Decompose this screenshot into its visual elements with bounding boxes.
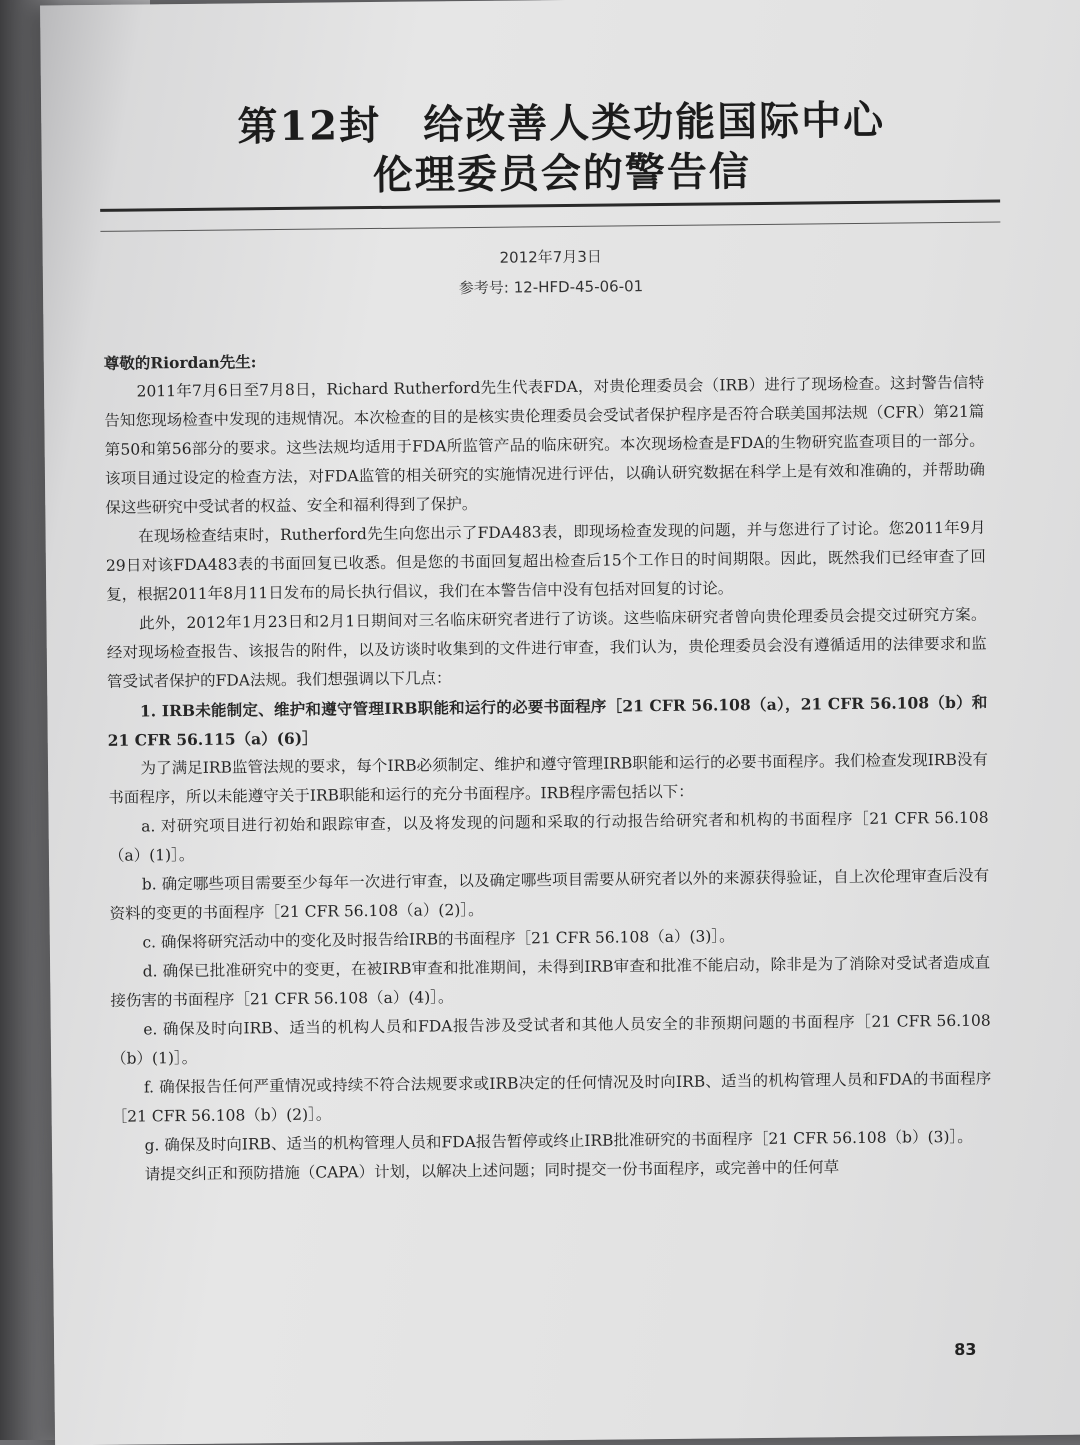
list-item: d. 确保已批准研究中的变更，在被IRB审查和批准期间，未得到IRB审查和批准不能启动，除非是为了消除对受试者造成直接伤害的书面程序［21 CFR 56.108（a）(4)］。 <box>110 953 991 1010</box>
list-item: b. 确定哪些项目需要至少每年一次进行审查，以及确定哪些项目需要从研究者以外的来源获得验证，自上次伦理审查后没有资料的变更的书面程序［21 CFR 56.108（a）(2)］。 <box>109 866 990 923</box>
letter-title-line2: 伦理委员会的警告信 <box>372 148 752 200</box>
paragraph: 此外，2012年1月23日和2月1日期间对三名临床研究者进行了访谈。这些临床研究者曾向贵伦理委员会提交过研究方案。经对现场检查报告、该报告的附件，以及访谈时收集到的文件进行审查，我们认为，贵伦理委员会没有遵循适用的法律要求和监管受试者保护的FDA法规。我们想强调以下几点： <box>106 605 987 691</box>
letter-reference-number: 参考号: 12-HFD-45-06-01 <box>458 277 644 298</box>
title-rule-thin <box>100 221 1000 231</box>
letter-date: 2012年7月3日 <box>499 247 602 267</box>
list-item: f. 确保报告任何严重情况或持续不符合法规要求或IRB决定的任何情况及时向IRB、适当的机构管理人员和FDA的书面程序［21 CFR 56.108（b）(2)］。 <box>111 1069 992 1126</box>
salutation: 尊敬的Riordan先生: <box>103 352 257 373</box>
list-item: c. 确保将研究活动中的变化及时报告给IRB的书面程序［21 CFR 56.108（a）(3)］。 <box>142 927 735 952</box>
page-number: 83 <box>954 1339 977 1359</box>
paragraph: 为了满足IRB监管法规的要求，每个IRB必须制定、维护和遵守管理IRB职能和运行的必要书面程序。我们检查发现IRB没有书面程序，所以未能遵守关于IRB职能和运行的充分书面程序。IRB程序需包括以下： <box>108 750 989 807</box>
list-item: e. 确保及时向IRB、适当的机构人员和FDA报告涉及受试者和其他人员安全的非预期问题的书面程序［21 CFR 56.108（b）(1)］。 <box>110 1011 991 1068</box>
paragraph: 2011年7月6日至7月8日，Richard Rutherford先生代表FDA，对贵伦理委员会（IRB）进行了现场检查。这封警告信特告知您现场检查中发现的违规情况。本次检查的目的是核实贵伦理委员会受试者保护程序是否符合联美国邦法规（CFR）第21篇第50和第56部分的要求。这些法规均适用于FDA所监管产品的临床研究。本次现场检查是FDA的生物研究监查项目的一部分。该项目通过设定的检查方法，对FDA监管的相关研究的实施情况进行评估，以确认研究数据在科学上是有效和准确的，并帮助确保这些研究中受试者的权益、安全和福利得到了保护。 <box>104 373 986 517</box>
list-item: a. 对研究项目进行初始和跟踪审查，以及将发现的问题和采取的行动报告给研究者和机构的书面程序［21 CFR 56.108（a）(1)］。 <box>108 808 989 865</box>
letter-title-line1: 第12封 给改善人类功能国际中心 <box>237 96 886 151</box>
book-page <box>40 0 1080 1445</box>
paragraph: 在现场检查结束时，Rutherford先生向您出示了FDA483表，即现场检查发现的问题，并与您进行了讨论。您2011年9月29日对该FDA483表的书面回复已收悉。但是您的书面回复超出检查后15个工作日的时间期限。因此，既然我们已经审查了回复，根据2011年8月11日发布的局长执行倡议，我们在本警告信中没有包括对回复的讨论。 <box>105 518 986 604</box>
list-item: g. 确保及时向IRB、适当的机构管理人员和FDA报告暂停或终止IRB批准研究的书面程序［21 CFR 56.108（b）(3)］。 <box>144 1127 973 1155</box>
section-heading: 1. IRB未能制定、维护和遵守管理IRB职能和运行的必要书面程序［21 CFR 56.108（a），21 CFR 56.108（b）和21 CFR 56.115（a）(6)］ <box>107 692 988 750</box>
letter-body <box>104 340 993 1190</box>
closing-paragraph: 请提交纠正和预防措施（CAPA）计划，以解决上述问题；同时提交一份书面程序，或完善中的任何草 <box>144 1158 840 1184</box>
